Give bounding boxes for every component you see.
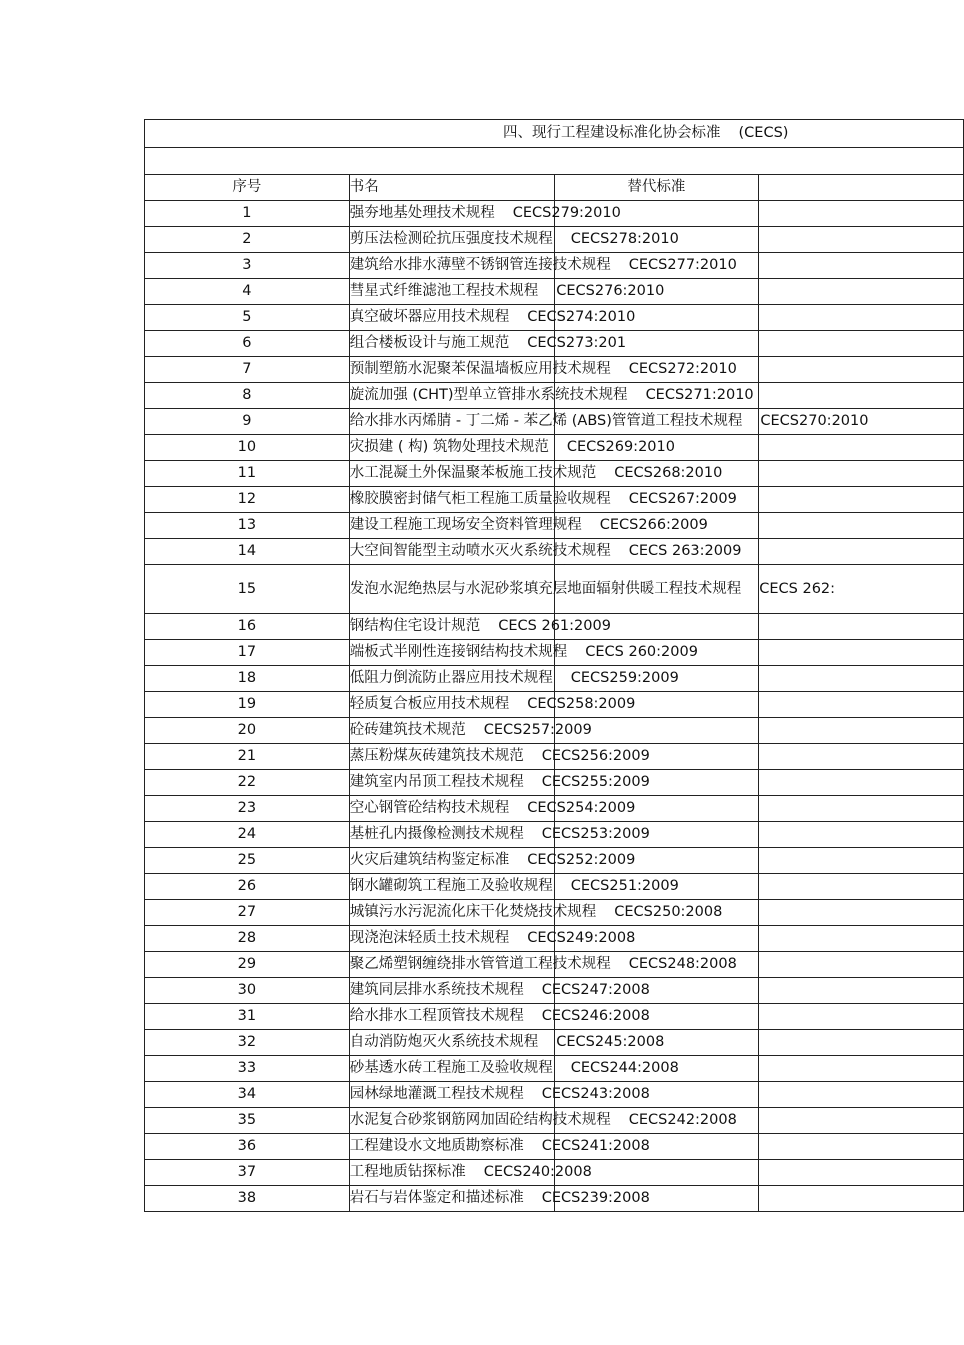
row-extra [759,1082,964,1108]
table-row [145,900,964,926]
standard-name: 橡胶膜密封储气柜工程施工质量验收规程 [349,491,611,507]
row-extra [759,201,964,227]
standard-name: 自动消防炮灭火系统技术规程 [349,1034,539,1050]
row-extra [759,718,964,744]
standard-name: 聚乙烯塑钢缠绕排水管管道工程技术规程 [349,956,611,972]
table-row [145,1134,964,1160]
row-title [349,409,869,435]
row-extra [759,487,964,513]
table-row [145,1082,964,1108]
row-number: 15 [145,565,350,614]
header-extra [759,175,964,201]
standard-name: 建筑给水排水薄壁不锈钢管连接技术规程 [349,257,611,273]
table-row [145,744,964,770]
row-title [349,201,621,227]
row-title [349,874,679,900]
row-number: 14 [145,539,350,565]
row-title [349,279,665,305]
row-extra [759,435,964,461]
row-title [349,383,754,409]
row-title [349,539,742,565]
header-title: 书名 [349,175,554,201]
table-row [145,201,964,227]
row-title [349,744,650,770]
table-row [145,822,964,848]
row-extra [759,848,964,874]
row-extra [759,692,964,718]
row-extra [759,1134,964,1160]
standard-code: CECS276:2010 [556,283,665,299]
standard-code: CECS243:2008 [541,1086,650,1102]
standard-name: 工程地质钻探标准 [349,1164,466,1180]
standard-code: CECS273:201 [527,335,627,351]
standard-name: 工程建设水文地质勘察标准 [349,1138,524,1154]
row-title [349,952,737,978]
row-extra [759,900,964,926]
standard-code: CECS272:2010 [628,361,737,377]
standard-code: CECS278:2010 [570,231,679,247]
row-number: 22 [145,770,350,796]
table-row [145,279,964,305]
row-number: 12 [145,487,350,513]
table-row [145,796,964,822]
row-title [349,978,650,1004]
standard-code: CECS274:2010 [527,309,636,325]
row-title [349,1160,592,1186]
blank-cell [145,148,964,175]
row-title [349,796,636,822]
row-number: 25 [145,848,350,874]
standard-code: CECS242:2008 [628,1112,737,1128]
row-title [349,253,737,279]
table-row [145,253,964,279]
row-extra [759,770,964,796]
row-number: 1 [145,201,350,227]
row-title [349,513,708,539]
row-extra [759,383,964,409]
table-row [145,1056,964,1082]
row-title [349,666,679,692]
standard-code: CECS268:2010 [614,465,723,481]
row-extra [759,822,964,848]
standard-name: 砂基透水砖工程施工及验收规程 [349,1060,553,1076]
row-title [349,848,636,874]
row-extra [759,1186,964,1212]
standard-name: 砼砖建筑技术规范 [349,722,466,738]
standard-name: 水工混凝土外保温聚苯板施工技术规范 [349,465,597,481]
table-row [145,952,964,978]
row-number: 26 [145,874,350,900]
table-row [145,692,964,718]
standard-name: 建设工程施工现场安全资料管理规程 [349,517,582,533]
standard-code: CECS247:2008 [541,982,650,998]
standard-code: CECS249:2008 [527,930,636,946]
standard-code: CECS250:2008 [614,904,723,920]
standard-name: 城镇污水污泥流化床干化焚烧技术规程 [349,904,597,920]
standard-name: 钢结构住宅设计规范 [349,618,481,634]
row-extra [759,279,964,305]
standard-code: CECS271:2010 [645,387,754,403]
row-number: 4 [145,279,350,305]
row-extra [759,926,964,952]
standard-name: 端板式半刚性连接钢结构技术规程 [349,644,568,660]
standard-name: 基桩孔内摄像检测技术规程 [349,826,524,842]
standard-code: CECS 260:2009 [585,644,698,660]
table-row [145,565,964,614]
row-number: 17 [145,640,350,666]
row-title [349,822,650,848]
standard-name: 蒸压粉煤灰砖建筑技术规范 [349,748,524,764]
standard-code: CECS255:2009 [541,774,650,790]
table-row [145,409,964,435]
row-number: 18 [145,666,350,692]
standard-code: CECS254:2009 [527,800,636,816]
standard-name: 强夯地基处理技术规程 [349,205,495,221]
table-row [145,978,964,1004]
row-title [349,565,836,614]
row-number: 38 [145,1186,350,1212]
standard-name: 建筑同层排水系统技术规程 [349,982,524,998]
row-title [349,614,611,640]
standard-code: CECS241:2008 [541,1138,650,1154]
table-row [145,461,964,487]
row-number: 29 [145,952,350,978]
row-title [349,1108,737,1134]
row-title [349,900,723,926]
row-number: 6 [145,331,350,357]
row-title [349,435,675,461]
table-title-row [145,120,964,148]
row-number: 34 [145,1082,350,1108]
standard-name: 给水排水丙烯腈 - 丁二烯 - 苯乙烯 (ABS)管管道工程技术规程 [349,413,743,429]
standard-name: 轻质复合板应用技术规程 [349,696,510,712]
standard-code: CECS 263:2009 [628,543,742,559]
standard-name: 低阻力倒流防止器应用技术规程 [349,670,553,686]
row-title [349,1056,679,1082]
row-number: 20 [145,718,350,744]
row-title [349,357,737,383]
row-extra [759,1108,964,1134]
row-extra [759,1056,964,1082]
row-extra [759,331,964,357]
standard-code: CECS256:2009 [541,748,650,764]
standard-code: CECS267:2009 [628,491,737,507]
row-number: 3 [145,253,350,279]
standard-name: 岩石与岩体鉴定和描述标准 [349,1190,524,1206]
standard-code: CECS246:2008 [541,1008,650,1024]
table-row [145,874,964,900]
standard-name: 现浇泡沫轻质土技术规程 [349,930,510,946]
row-title [349,926,636,952]
table-row [145,357,964,383]
standard-code: CECS266:2009 [599,517,708,533]
row-number: 23 [145,796,350,822]
row-number: 35 [145,1108,350,1134]
standard-name: 剪压法检测砼抗压强度技术规程 [349,231,553,247]
standard-code: CECS239:2008 [541,1190,650,1206]
row-number: 7 [145,357,350,383]
standard-name: 预制塑筋水泥聚苯保温墙板应用技术规程 [349,361,611,377]
table-row [145,666,964,692]
row-number: 8 [145,383,350,409]
row-extra [759,1160,964,1186]
table-row [145,718,964,744]
row-number: 9 [145,409,350,435]
row-number: 36 [145,1134,350,1160]
standard-code: CECS252:2009 [527,852,636,868]
standard-name: 空心钢管砼结构技术规程 [349,800,510,816]
standard-name: 大空间智能型主动喷水灭火系统技术规程 [349,543,611,559]
row-number: 10 [145,435,350,461]
table-row [145,640,964,666]
row-title [349,227,679,253]
row-extra [759,253,964,279]
standard-code: CECS269:2010 [566,439,675,455]
row-extra [759,978,964,1004]
row-number: 28 [145,926,350,952]
row-title [349,1082,650,1108]
table-title-suffix: (CECS) [738,125,789,141]
row-extra [759,305,964,331]
standard-code: CECS245:2008 [556,1034,665,1050]
table-row [145,305,964,331]
standard-code: CECS251:2009 [570,878,679,894]
row-extra [759,666,964,692]
table-row [145,435,964,461]
row-extra [759,744,964,770]
row-title [349,331,627,357]
standard-code: CECS259:2009 [570,670,679,686]
standard-code: CECS 261:2009 [498,618,611,634]
standard-name: 旋流加强 (CHT)型单立管排水系统技术规程 [349,387,628,403]
row-extra [759,614,964,640]
row-number: 19 [145,692,350,718]
standard-name: 灾损建 ( 构) 筑物处理技术规范 [349,439,549,455]
table-row [145,331,964,357]
row-title [349,1134,650,1160]
table-row [145,487,964,513]
standard-code: CECS258:2009 [527,696,636,712]
standards-table [144,119,964,1212]
standard-code: CECS277:2010 [628,257,737,273]
table-row [145,926,964,952]
standard-name: 给水排水工程顶管技术规程 [349,1008,524,1024]
row-number: 21 [145,744,350,770]
row-extra [759,513,964,539]
row-number: 32 [145,1030,350,1056]
row-extra [759,227,964,253]
row-extra [759,1030,964,1056]
row-title [349,1004,650,1030]
table-title-text: 四、现行工程建设标准化协会标准 [503,125,721,141]
table-row [145,1186,964,1212]
row-extra [759,640,964,666]
standard-name: 真空破坏器应用技术规程 [349,309,510,325]
table-row [145,1160,964,1186]
row-title [349,1186,650,1212]
row-title [349,461,723,487]
table-row [145,383,964,409]
row-extra [759,1004,964,1030]
standard-name: 钢水罐砌筑工程施工及验收规程 [349,878,553,894]
row-number: 27 [145,900,350,926]
standard-name: 彗星式纤维滤池工程技术规程 [349,283,539,299]
row-title [349,692,636,718]
row-title [349,305,636,331]
standard-name: 发泡水泥绝热层与水泥砂浆填充层地面辐射供暖工程技术规程 [349,581,742,597]
table-row [145,848,964,874]
row-number: 30 [145,978,350,1004]
header-no: 序号 [145,175,350,201]
row-number: 33 [145,1056,350,1082]
row-number: 31 [145,1004,350,1030]
standard-name: 建筑室内吊顶工程技术规程 [349,774,524,790]
row-title [349,770,650,796]
row-number: 5 [145,305,350,331]
standard-code: CECS270:2010 [760,413,869,429]
table-row [145,1030,964,1056]
table-row [145,539,964,565]
standard-name: 水泥复合砂浆钢筋网加固砼结构技术规程 [349,1112,611,1128]
standard-name: 组合楼板设计与施工规范 [349,335,510,351]
row-title [349,718,592,744]
table-row [145,614,964,640]
row-extra [759,874,964,900]
row-number: 13 [145,513,350,539]
row-extra [759,461,964,487]
row-extra [759,357,964,383]
standard-code: CECS244:2008 [570,1060,679,1076]
table-title [145,120,964,148]
standard-code: CECS 262: [759,581,836,597]
table-row [145,513,964,539]
standard-code: CECS253:2009 [541,826,650,842]
row-title [349,1030,665,1056]
row-title [349,487,737,513]
row-number: 11 [145,461,350,487]
table-row [145,770,964,796]
row-number: 24 [145,822,350,848]
row-number: 2 [145,227,350,253]
header-row [145,175,964,201]
table-row [145,1004,964,1030]
standard-code: CECS257:2009 [483,722,592,738]
standard-code: CECS240:2008 [483,1164,592,1180]
table-row [145,1108,964,1134]
row-number: 16 [145,614,350,640]
standard-name: 园林绿地灌溉工程技术规程 [349,1086,524,1102]
row-extra [759,952,964,978]
standard-name: 火灾后建筑结构鉴定标准 [349,852,510,868]
row-extra [759,796,964,822]
standard-code: CECS279:2010 [512,205,621,221]
row-extra [759,539,964,565]
standard-code: CECS248:2008 [628,956,737,972]
row-title [349,640,698,666]
header-replacement: 替代标准 [554,175,759,201]
table-row [145,227,964,253]
row-number: 37 [145,1160,350,1186]
blank-row [145,148,964,175]
